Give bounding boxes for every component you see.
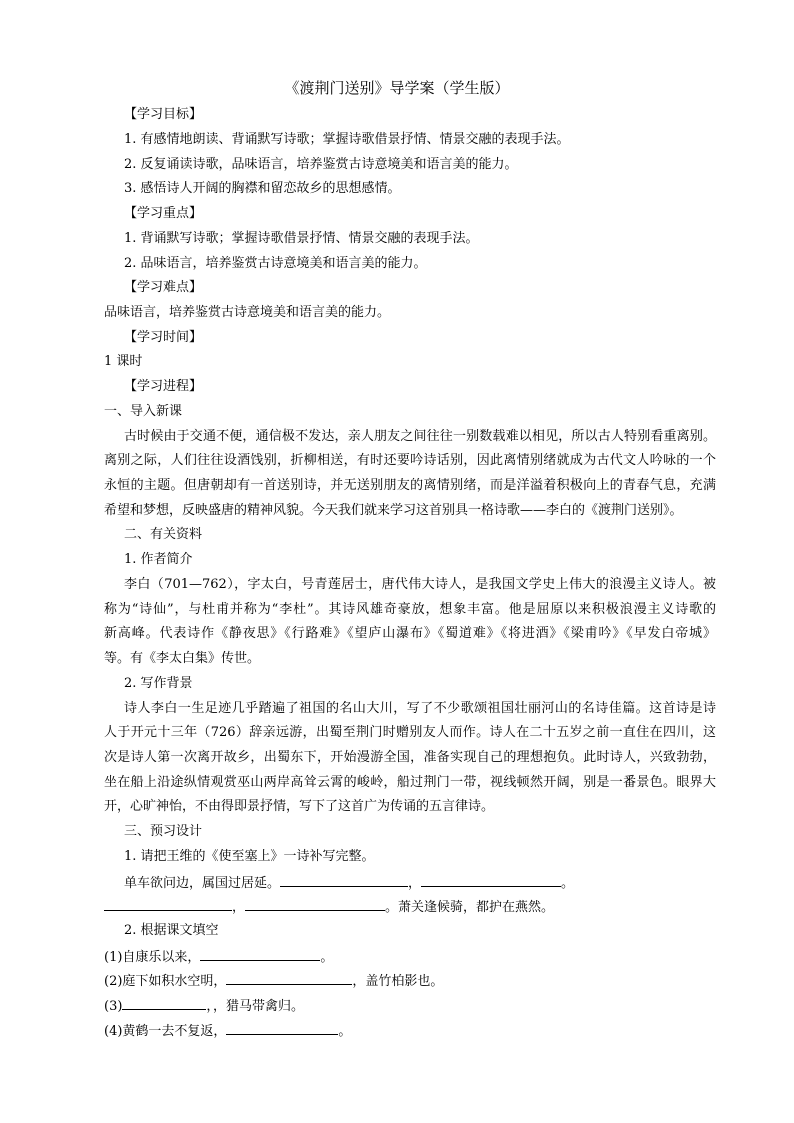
q1-line1-mid: ， (408, 876, 422, 891)
background-heading: 2. 写作背景 (124, 676, 193, 691)
page-title: 《渡荆门送别》导学案（学生版） (284, 79, 510, 97)
author-line-1: 李白（701—762），字太白，号青莲居士，唐代伟大诗人，是我国文学史上伟大的浪漫主义诗人。被 (124, 577, 716, 592)
answer-blank[interactable] (245, 897, 385, 911)
preview-heading: 三、预习设计 (124, 824, 203, 839)
question-2-item-2 (104, 971, 716, 991)
q2-item-prefix: (2)庭下如积水空明， (104, 974, 227, 989)
author-line-4: 等。有《李太白集》传世。 (104, 651, 261, 666)
question-1-line-1 (124, 873, 716, 893)
q2-item-prefix: (3) (104, 999, 123, 1014)
question-1-heading: 1. 请把王维的《使至塞上》一诗补写完整。 (124, 849, 375, 864)
question-1-line-2 (104, 897, 716, 917)
time-text: 1 课时 (104, 354, 143, 369)
author-heading: 1. 作者简介 (124, 552, 193, 567)
intro-line-4: 希望和梦想，反映盛唐的精神风貌。今天我们就来学习这首别具一格诗歌——李白的《渡荆门送别》。 (104, 503, 683, 518)
goal-item-3: 3. 感悟诗人开阔的胸襟和留恋故乡的思想感情。 (124, 181, 401, 196)
answer-blank[interactable] (122, 996, 206, 1010)
difficulty-heading: 【学习难点】 (124, 280, 203, 295)
goal-item-2: 2. 反复诵读诗歌，品味语言，培养鉴赏古诗意境美和语言美的能力。 (124, 157, 518, 172)
author-line-2: 称为“诗仙”，与杜甫并称为“李杜”。其诗风雄奇豪放，想象丰富。他是屈原以来积极浪漫主义诗歌的 (104, 602, 716, 617)
answer-blank[interactable] (280, 873, 408, 887)
background-line-2: 人于开元十三年（726）辞亲远游，出蜀至荆门时赠别友人而作。诗人在二十五岁之前一直住在四川，这 (104, 725, 716, 740)
q1-line2-end: 。萧关逢候骑，都护在燕然。 (385, 900, 555, 915)
author-line-3: 新高峰。代表诗作《静夜思》《行路难》《望庐山瀑布》《蜀道难》《将进酒》《梁甫吟》《早发白帝城》 (104, 626, 716, 641)
q2-item-suffix: ，盖竹柏影也。 (352, 974, 444, 989)
q1-line1-end: 。 (561, 876, 575, 891)
q2-item-prefix: (4)黄鹤一去不复返， (104, 1024, 227, 1039)
question-2-item-3 (104, 996, 716, 1016)
question-2-item-1 (104, 947, 716, 967)
answer-blank[interactable] (421, 873, 561, 887)
q2-item-comma: ， (206, 999, 213, 1014)
q2-item-suffix: 。 (320, 950, 334, 965)
background-line-1: 诗人李白一生足迹几乎踏遍了祖国的名山大川，写了不少歌颂祖国壮丽河山的名诗佳篇。这首诗是诗 (124, 701, 716, 716)
background-line-3: 次是诗人第一次离开故乡，出蜀东下，开始漫游全国，准备实现自己的理想抱负。此时诗人，兴致勃勃， (104, 750, 716, 765)
answer-blank[interactable] (226, 971, 352, 985)
intro-line-2: 离别之际，人们往往设酒饯别，折柳相送，有时还要吟诗话别，因此离情别绪就成为古代文人吟咏的一个 (104, 453, 716, 468)
answer-blank[interactable] (226, 1021, 338, 1035)
q1-line2-mid: ， (232, 900, 246, 915)
q2-item-prefix: (1)自康乐以来， (104, 950, 201, 965)
key-point-item-1: 1. 背诵默写诗歌；掌握诗歌借景抒情、情景交融的表现手法。 (124, 231, 479, 246)
intro-line-3: 永恒的主题。但唐朝却有一首送别诗，并无送别朋友的离情别绪，而是洋溢着积极向上的青春气息，充满 (104, 478, 716, 493)
key-points-heading: 【学习重点】 (124, 206, 203, 221)
q1-line1-prefix: 单车欲问边，属国过居延。 (124, 876, 281, 891)
intro-line-1: 古时候由于交通不便，通信极不发达，亲人朋友之间往往一别数载难以相见，所以古人特别看重离别。 (124, 429, 716, 444)
difficulty-text: 品味语言，培养鉴赏古诗意境美和语言美的能力。 (104, 305, 391, 320)
materials-heading: 二、有关资料 (124, 527, 203, 542)
question-2-item-4 (104, 1021, 716, 1041)
process-heading: 【学习进程】 (124, 379, 203, 394)
answer-blank[interactable] (104, 897, 232, 911)
time-heading: 【学习时间】 (124, 330, 203, 345)
intro-heading: 一、导入新课 (104, 404, 183, 419)
background-line-5: 开，心旷神怡，不由得即景抒情，写下了这首广为传诵的五言律诗。 (104, 799, 495, 814)
q2-item-suffix: ，猎马带禽归。 (212, 999, 304, 1014)
question-2-heading: 2. 根据课文填空 (124, 923, 219, 938)
key-point-item-2: 2. 品味语言，培养鉴赏古诗意境美和语言美的能力。 (124, 256, 427, 271)
background-line-4: 坐在船上沿途纵情观赏巫山两岸高耸云霄的峻岭，船过荆门一带，视线顿然开阔，别是一番景色。眼界大 (104, 775, 716, 790)
q2-item-suffix: 。 (338, 1024, 352, 1039)
answer-blank[interactable] (200, 947, 320, 961)
goals-heading: 【学习目标】 (124, 107, 203, 122)
goal-item-1: 1. 有感情地朗读、背诵默写诗歌；掌握诗歌借景抒情、情景交融的表现手法。 (124, 132, 570, 147)
